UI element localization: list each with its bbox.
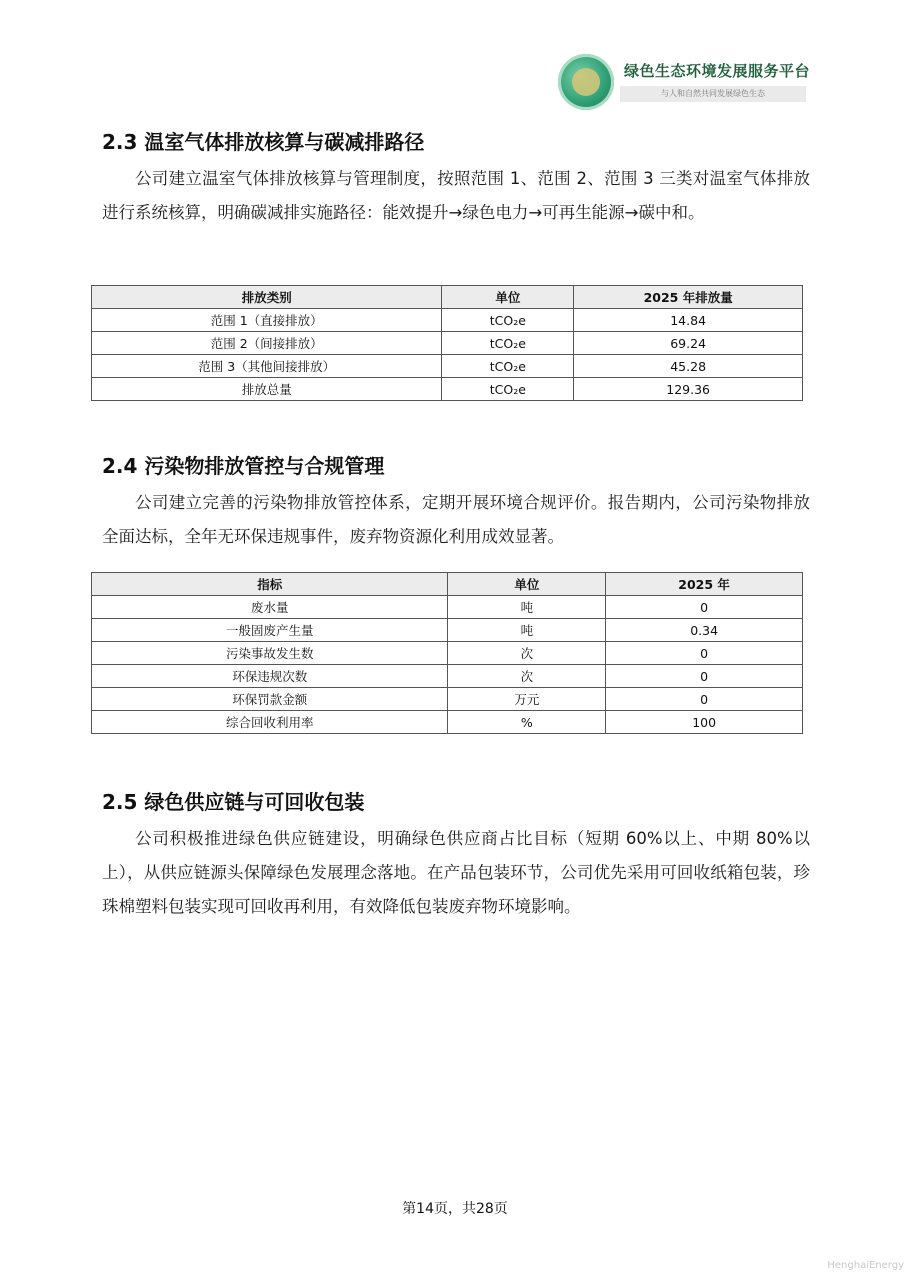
table-cell: 0.34	[606, 619, 803, 642]
section-heading-2-3: 2.3 温室气体排放核算与碳减排路径	[102, 130, 425, 154]
emissions-table	[91, 285, 803, 401]
table-cell: 污染事故发生数	[92, 642, 448, 665]
table-cell: 次	[448, 665, 606, 688]
table-cell: 129.36	[574, 378, 803, 401]
table-row	[92, 309, 803, 332]
table-cell: 范围 1（直接排放）	[92, 309, 442, 332]
table-row	[92, 619, 803, 642]
table-cell: 0	[606, 642, 803, 665]
table-cell: tCO₂e	[442, 309, 574, 332]
table-cell: 45.28	[574, 355, 803, 378]
table-cell: 废水量	[92, 596, 448, 619]
table-cell: tCO₂e	[442, 378, 574, 401]
section-paragraph-2-3: 公司建立温室气体排放核算与管理制度，按照范围 1、范围 2、范围 3 三类对温室气体排放进行系统核算，明确碳减排实施路径：能效提升→绿色电力→可再生能源→碳中和。	[102, 169, 810, 222]
globe-emblem-icon	[558, 54, 614, 110]
table-cell: %	[448, 711, 606, 734]
table-row	[92, 642, 803, 665]
logo-subtitle: 与人和自然共同发展绿色生态	[620, 86, 806, 102]
table-cell: 69.24	[574, 332, 803, 355]
table-row	[92, 711, 803, 734]
column-header: 单位	[442, 286, 574, 309]
section-heading-2-4: 2.4 污染物排放管控与合规管理	[102, 454, 385, 478]
table-cell: 0	[606, 688, 803, 711]
page-number: 第14页，共28页	[402, 1201, 508, 1217]
table-cell: 范围 2（间接排放）	[92, 332, 442, 355]
table-cell: 范围 3（其他间接排放）	[92, 355, 442, 378]
table-cell: 一般固废产生量	[92, 619, 448, 642]
column-header: 2025 年排放量	[574, 286, 803, 309]
table-cell: 次	[448, 642, 606, 665]
column-header: 排放类别	[92, 286, 442, 309]
table-row	[92, 332, 803, 355]
platform-logo	[558, 54, 810, 110]
table-cell: 排放总量	[92, 378, 442, 401]
section-paragraph-2-5: 公司积极推进绿色供应链建设，明确绿色供应商占比目标（短期 60%以上、中期 80%以上），从供应链源头保障绿色发展理念落地。在产品包装环节，公司优先采用可回收纸箱包装，珍珠棉塑料包装实现可回收再利用，有效降低包装废弃物环境影响。	[102, 829, 810, 916]
table-cell: 0	[606, 665, 803, 688]
table-row	[92, 596, 803, 619]
section-paragraph-2-4: 公司建立完善的污染物排放管控体系，定期开展环境合规评价。报告期内，公司污染物排放全面达标，全年无环保违规事件，废弃物资源化利用成效显著。	[102, 493, 810, 546]
logo-title: 绿色生态环境发展服务平台	[624, 62, 811, 80]
table-cell: 万元	[448, 688, 606, 711]
section-heading-2-5: 2.5 绿色供应链与可回收包装	[102, 790, 365, 814]
table-cell: 0	[606, 596, 803, 619]
table-cell: tCO₂e	[442, 355, 574, 378]
table-row	[92, 355, 803, 378]
table-cell: 100	[606, 711, 803, 734]
table-row	[92, 378, 803, 401]
column-header: 指标	[92, 573, 448, 596]
table-cell: 环保违规次数	[92, 665, 448, 688]
column-header: 单位	[448, 573, 606, 596]
table-header-row	[92, 573, 803, 596]
table-cell: 吨	[448, 596, 606, 619]
pollutant-table	[91, 572, 803, 734]
table-cell: tCO₂e	[442, 332, 574, 355]
table-header-row	[92, 286, 803, 309]
watermark: HenghaiEnergy	[827, 1260, 904, 1271]
table-cell: 环保罚款金额	[92, 688, 448, 711]
table-cell: 吨	[448, 619, 606, 642]
column-header: 2025 年	[606, 573, 803, 596]
table-cell: 综合回收利用率	[92, 711, 448, 734]
table-cell: 14.84	[574, 309, 803, 332]
table-row	[92, 665, 803, 688]
table-row	[92, 688, 803, 711]
